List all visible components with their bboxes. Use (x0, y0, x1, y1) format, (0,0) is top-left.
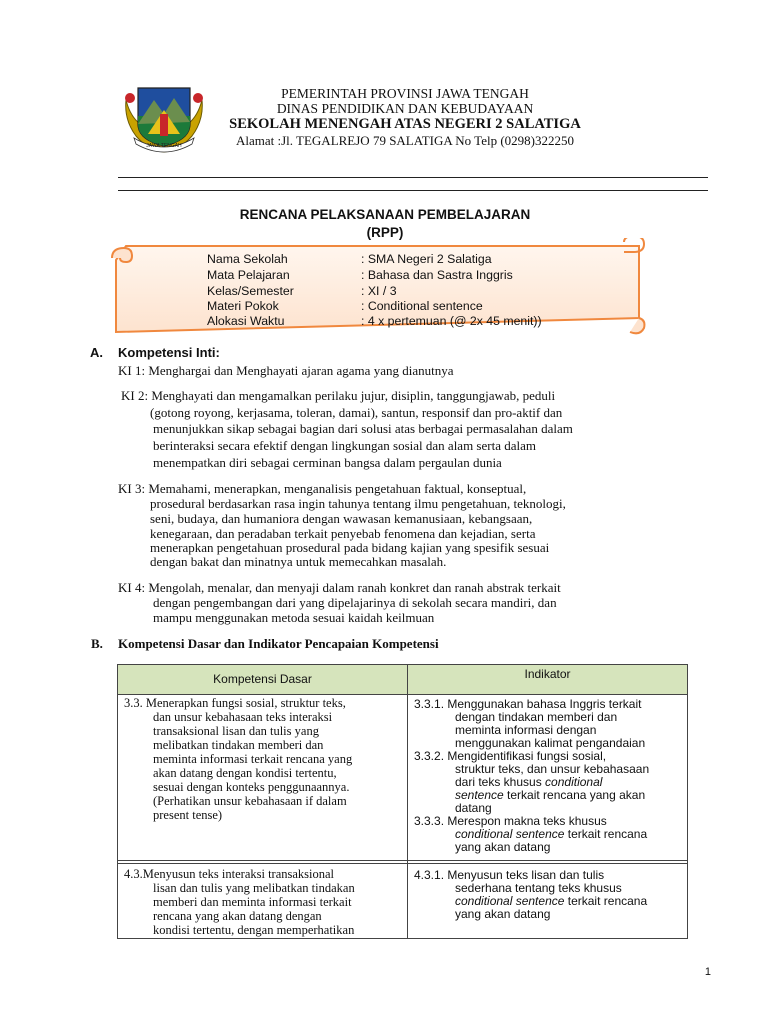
ki-text: KI 1: Menghargai dan Menghayati ajaran agama yang dianutnya (118, 363, 454, 378)
kd-text: dan unsur kebahasaan teks interaksi (153, 710, 333, 724)
kd-text: akan datang dengan kondisi tertentu, (153, 766, 337, 780)
kd-text: sesuai dengan konteks penggunaannya. (153, 780, 350, 794)
ki-text: kenegaraan, dan peradaban terkait penyebab fenomena dan kejadian, serta (150, 526, 536, 541)
info-value: : SMA Negeri 2 Salatiga (361, 252, 492, 266)
indicator-emphasis: conditional sentence (455, 827, 565, 841)
info-label: Kelas/Semester (207, 284, 294, 298)
table-rule (117, 863, 688, 864)
kd-text: memberi dan meminta informasi terkait (153, 895, 352, 909)
indicator-text: datang (455, 801, 492, 815)
kd-text: 3.3. Menerapkan fungsi sosial, struktur teks, (124, 696, 346, 710)
section-heading: Kompetensi Inti: (118, 345, 220, 360)
indicator-text: dengan tindakan memberi dan (455, 710, 618, 724)
info-value: : XI / 3 (361, 284, 397, 298)
info-value: : Conditional sentence (361, 299, 483, 313)
info-label: Materi Pokok (207, 299, 279, 313)
ki-text: menerapkan pengetahuan prosedural pada bidang kajian yang spesifik sesuai (150, 540, 550, 555)
indicator-text: 3.3.2. Mengidentifikasi fungsi sosial, (414, 749, 607, 763)
letterhead-line-2: DINAS PENDIDIKAN DAN KEBUDAYAAN (276, 101, 534, 116)
info-label: Mata Pelajaran (207, 268, 290, 282)
ki-text: prosedural berdasarkan rasa ingin tahunya tentang ilmu pengetahuan, teknologi, (150, 496, 566, 511)
indicator-text: yang akan datang (455, 907, 551, 921)
indicator-text: menggunakan kalimat pengandaian (455, 736, 646, 750)
kd-text: kondisi tertentu, dengan memperhatikan (153, 923, 355, 937)
ki-text: mampu menggunakan metoda sesuai kaidah keilmuan (153, 610, 435, 625)
indicator-text: struktur teks, dan unsur kebahasaan (455, 762, 650, 776)
info-value: : Bahasa dan Sastra Inggris (361, 268, 513, 282)
province-logo (118, 80, 210, 154)
ki-text: menunjukkan sikap sebagai bagian dari solusi atas berbagai permasalahan dalam (153, 421, 573, 436)
indicator-text: terkait rencana (564, 894, 648, 908)
page-number: 1 (704, 966, 711, 978)
kd-text: 4.3.Menyusun teks interaksi transaksional (124, 867, 335, 881)
info-label: Nama Sekolah (207, 252, 288, 266)
indicator-text: dari teks khusus (455, 775, 546, 789)
kd-text: present tense) (153, 808, 223, 822)
kd-text: rencana yang akan datang dengan (153, 909, 322, 923)
ki-text: KI 4: Mengolah, menalar, dan menyaji dalam ranah konkret dan ranah abstrak terkait (118, 580, 561, 595)
divider-rule (118, 177, 708, 178)
table-rule (407, 664, 408, 939)
indicator-emphasis: conditional sentence (455, 894, 565, 908)
info-label: Alokasi Waktu (207, 314, 285, 328)
kd-text: meminta informasi terkait rencana yang (153, 752, 353, 766)
kd-text: transaksional lisan dan tulis yang (153, 724, 319, 738)
document-title: RENCANA PELAKSANAAN PEMBELAJARAN (239, 207, 531, 222)
ki-text: menempatkan diri sebagai cerminan bangsa dalam pergaulan dunia (153, 455, 502, 470)
section-marker: B. (91, 636, 103, 651)
ki-text: (gotong royong, kerjasama, toleran, damai), santun, responsif dan pro-aktif dan (150, 405, 563, 420)
kd-text: lisan dan tulis yang melibatkan tindakan (153, 881, 355, 895)
column-header: Kompetensi Dasar (213, 672, 312, 686)
indicator-text: terkait rencana yang akan (503, 788, 646, 802)
indicator-emphasis: conditional (545, 775, 603, 789)
school-address: Alamat :Jl. TEGALREJO 79 SALATIGA No Telp (0298)322250 (235, 133, 575, 148)
table-rule (117, 860, 688, 861)
column-header: Indikator (524, 667, 571, 681)
indicator-text: yang akan datang (455, 840, 551, 854)
info-value: : 4 x pertemuan (@ 2x 45 menit)) (361, 314, 542, 328)
ki-text: dengan bakat dan minatnya untuk memecahkan masalah. (150, 554, 447, 569)
kd-text: melibatkan tindakan memberi dan (153, 738, 324, 752)
document-subtitle: (RPP) (366, 225, 404, 240)
indicator-text: terkait rencana (564, 827, 648, 841)
ki-text: seni, budaya, dan humaniora dengan wawasan kemanusiaan, kebangsaan, (150, 511, 533, 526)
indicator-text: sederhana tentang teks khusus (455, 881, 622, 895)
indicator-text: meminta informasi dengan (455, 723, 597, 737)
kd-text: (Perhatikan unsur kebahasaan if dalam (153, 794, 347, 808)
table-rule (117, 694, 688, 695)
letterhead-line-1: PEMERINTAH PROVINSI JAWA TENGAH (281, 86, 529, 101)
indicator-emphasis: sentence (455, 788, 504, 802)
section-marker: A. (90, 345, 103, 360)
school-name: SEKOLAH MENENGAH ATAS NEGERI 2 SALATIGA (229, 116, 581, 132)
logo-text: JAWA TENGAH (146, 143, 182, 149)
ki-text: berinteraksi secara efektif dengan lingkungan sosial dan alam serta dalam (153, 438, 536, 453)
ki-text: KI 3: Memahami, menerapkan, menganalisis pengetahuan faktual, konseptual, (118, 481, 527, 496)
indicator-text: 4.3.1. Menyusun teks lisan dan tulis (414, 868, 605, 882)
indicator-text: 3.3.1. Menggunakan bahasa Inggris terkait (414, 697, 642, 711)
ki-text: KI 2: Menghayati dan mengamalkan perilaku jujur, disiplin, tanggungjawab, peduli (121, 388, 556, 403)
divider-rule (118, 190, 708, 191)
section-heading: Kompetensi Dasar dan Indikator Pencapaian Kompetensi (118, 636, 439, 651)
indicator-text: 3.3.3. Merespon makna teks khusus (414, 814, 607, 828)
ki-text: dengan pengembangan dari yang dipelajarinya di sekolah secara mandiri, dan (153, 595, 557, 610)
